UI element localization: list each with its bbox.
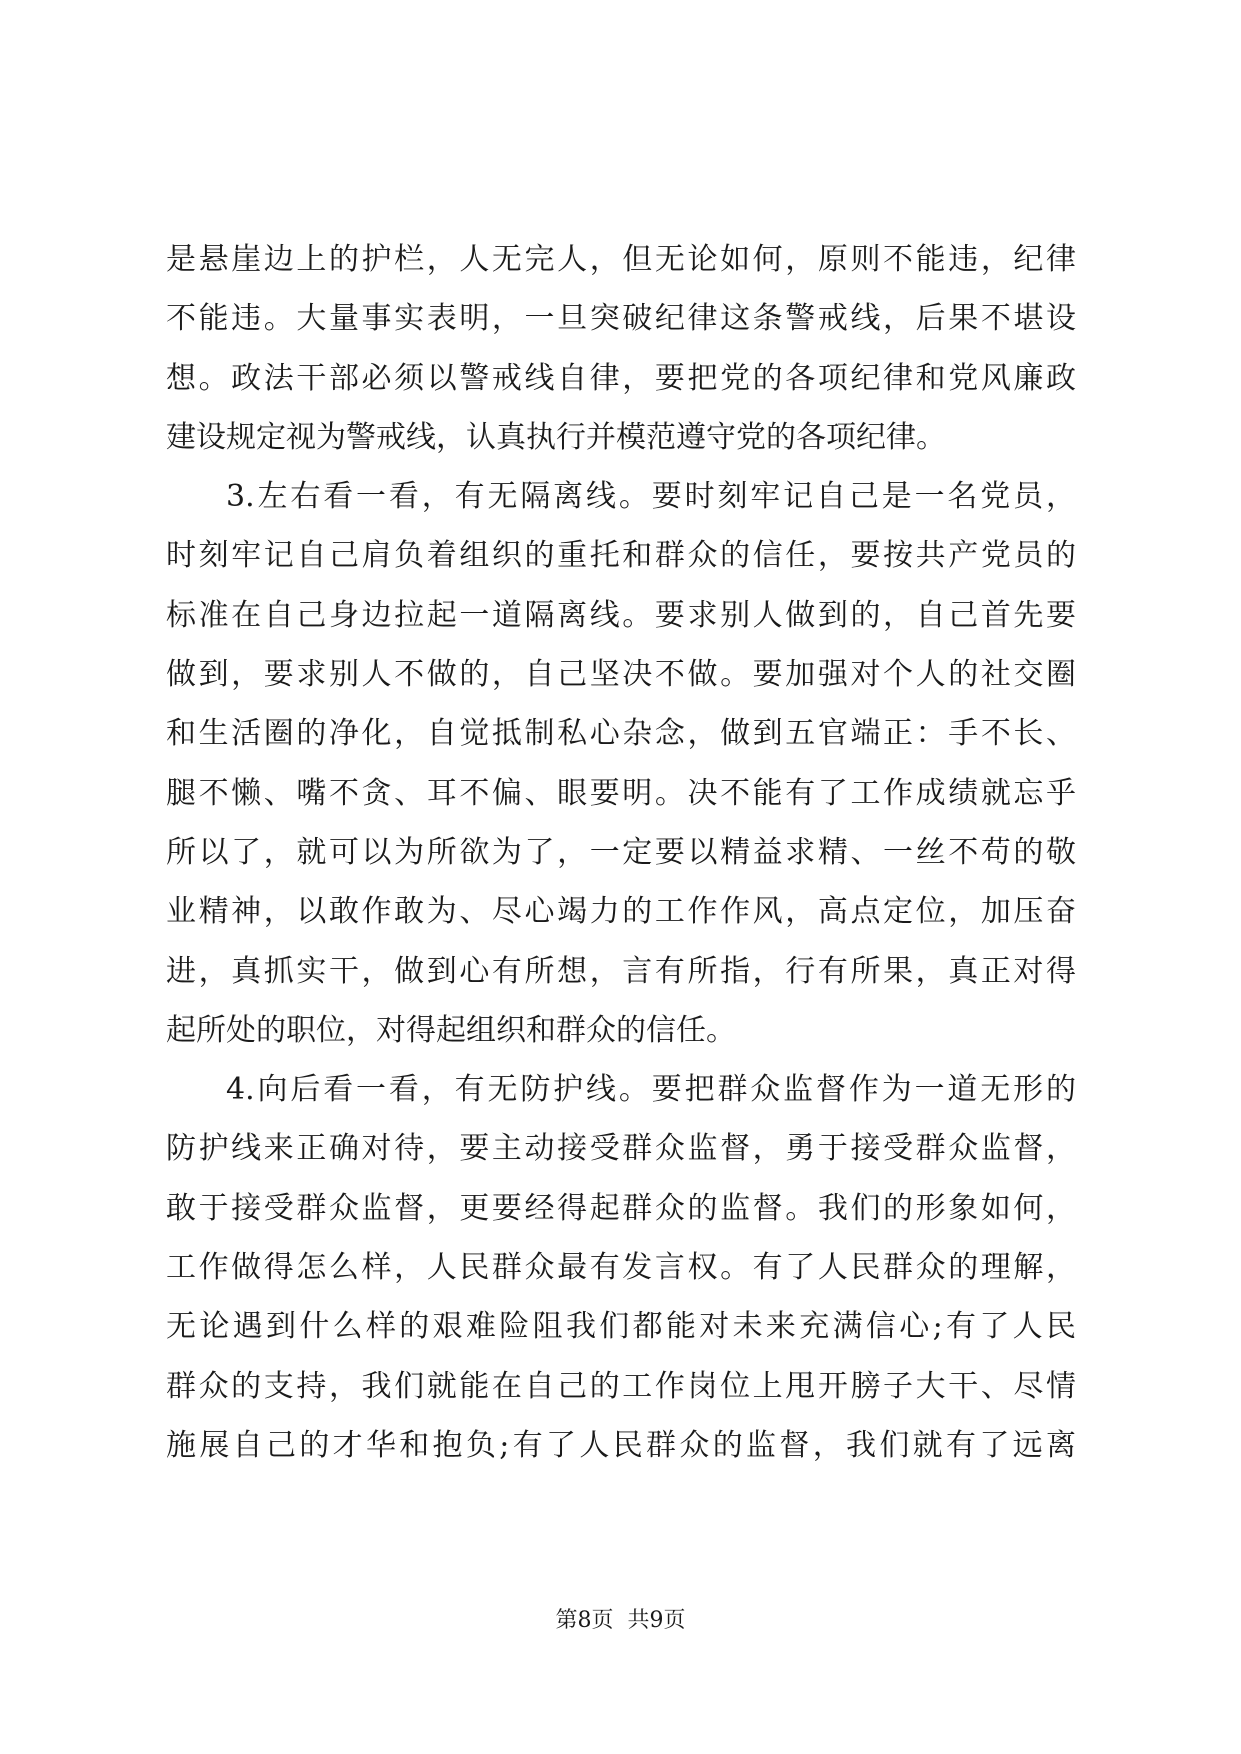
text-line: 时刻牢记自己肩负着组织的重托和群众的信任，要按共产党员的 <box>166 538 1076 574</box>
text-line: 业精神，以敢作敢为、尽心竭力的工作作风，高点定位，加压奋 <box>166 894 1076 930</box>
text-line: 不能违。大量事实表明，一旦突破纪律这条警戒线，后果不堪设 <box>166 301 1076 337</box>
text-line: 标准在自己身边拉起一道隔离线。要求别人做到的，自己首先要 <box>166 597 1076 633</box>
text-line: 想。政法干部必须以警戒线自律，要把党的各项纪律和党风廉政 <box>166 360 1076 396</box>
body-text <box>166 230 1076 1475</box>
text-line: 起所处的职位，对得起组织和群众的信任。 <box>166 1012 736 1048</box>
text-line: 是悬崖边上的护栏，人无完人，但无论如何，原则不能违，纪律 <box>166 242 1076 277</box>
page-footer <box>0 1606 1241 1636</box>
text-line: 工作做得怎么样，人民群众最有发言权。有了人民群众的理解， <box>166 1250 1076 1286</box>
text-line: 和生活圈的净化，自觉抵制私心杂念，做到五官端正：手不长、 <box>166 716 1076 752</box>
text-line: 群众的支持，我们就能在自己的工作岗位上甩开膀子大干、尽情 <box>166 1368 1076 1404</box>
page-total: 共9页 <box>627 1608 686 1633</box>
text-line: 所以了，就可以为所欲为了，一定要以精益求精、一丝不苟的敬 <box>166 834 1076 870</box>
text-line: 4.向后看一看，有无防护线。要把群众监督作为一道无形的 <box>226 1072 1076 1108</box>
text-line: 进，真抓实干，做到心有所想，言有所指，行有所果，真正对得 <box>166 953 1076 989</box>
paragraph <box>166 1060 1076 1475</box>
text-line: 建设规定视为警戒线，认真执行并模范遵守党的各项纪律。 <box>166 419 946 455</box>
text-line: 腿不懒、嘴不贪、耳不偏、眼要明。决不能有了工作成绩就忘乎 <box>166 775 1076 811</box>
page-number: 第8页 <box>555 1608 614 1633</box>
paragraph <box>166 230 1076 467</box>
text-line: 无论遇到什么样的艰难险阻我们都能对未来充满信心;有了人民 <box>166 1309 1076 1345</box>
paragraph <box>166 467 1076 1060</box>
text-line: 3.左右看一看，有无隔离线。要时刻牢记自己是一名党员， <box>226 479 1076 515</box>
text-line: 防护线来正确对待，要主动接受群众监督，勇于接受群众监督， <box>166 1131 1076 1167</box>
text-line: 敢于接受群众监督，更要经得起群众的监督。我们的形象如何， <box>166 1190 1076 1226</box>
text-line: 做到，要求别人不做的，自己坚决不做。要加强对个人的社交圈 <box>166 657 1076 693</box>
text-line: 施展自己的才华和抱负;有了人民群众的监督，我们就有了远离 <box>166 1427 1076 1463</box>
